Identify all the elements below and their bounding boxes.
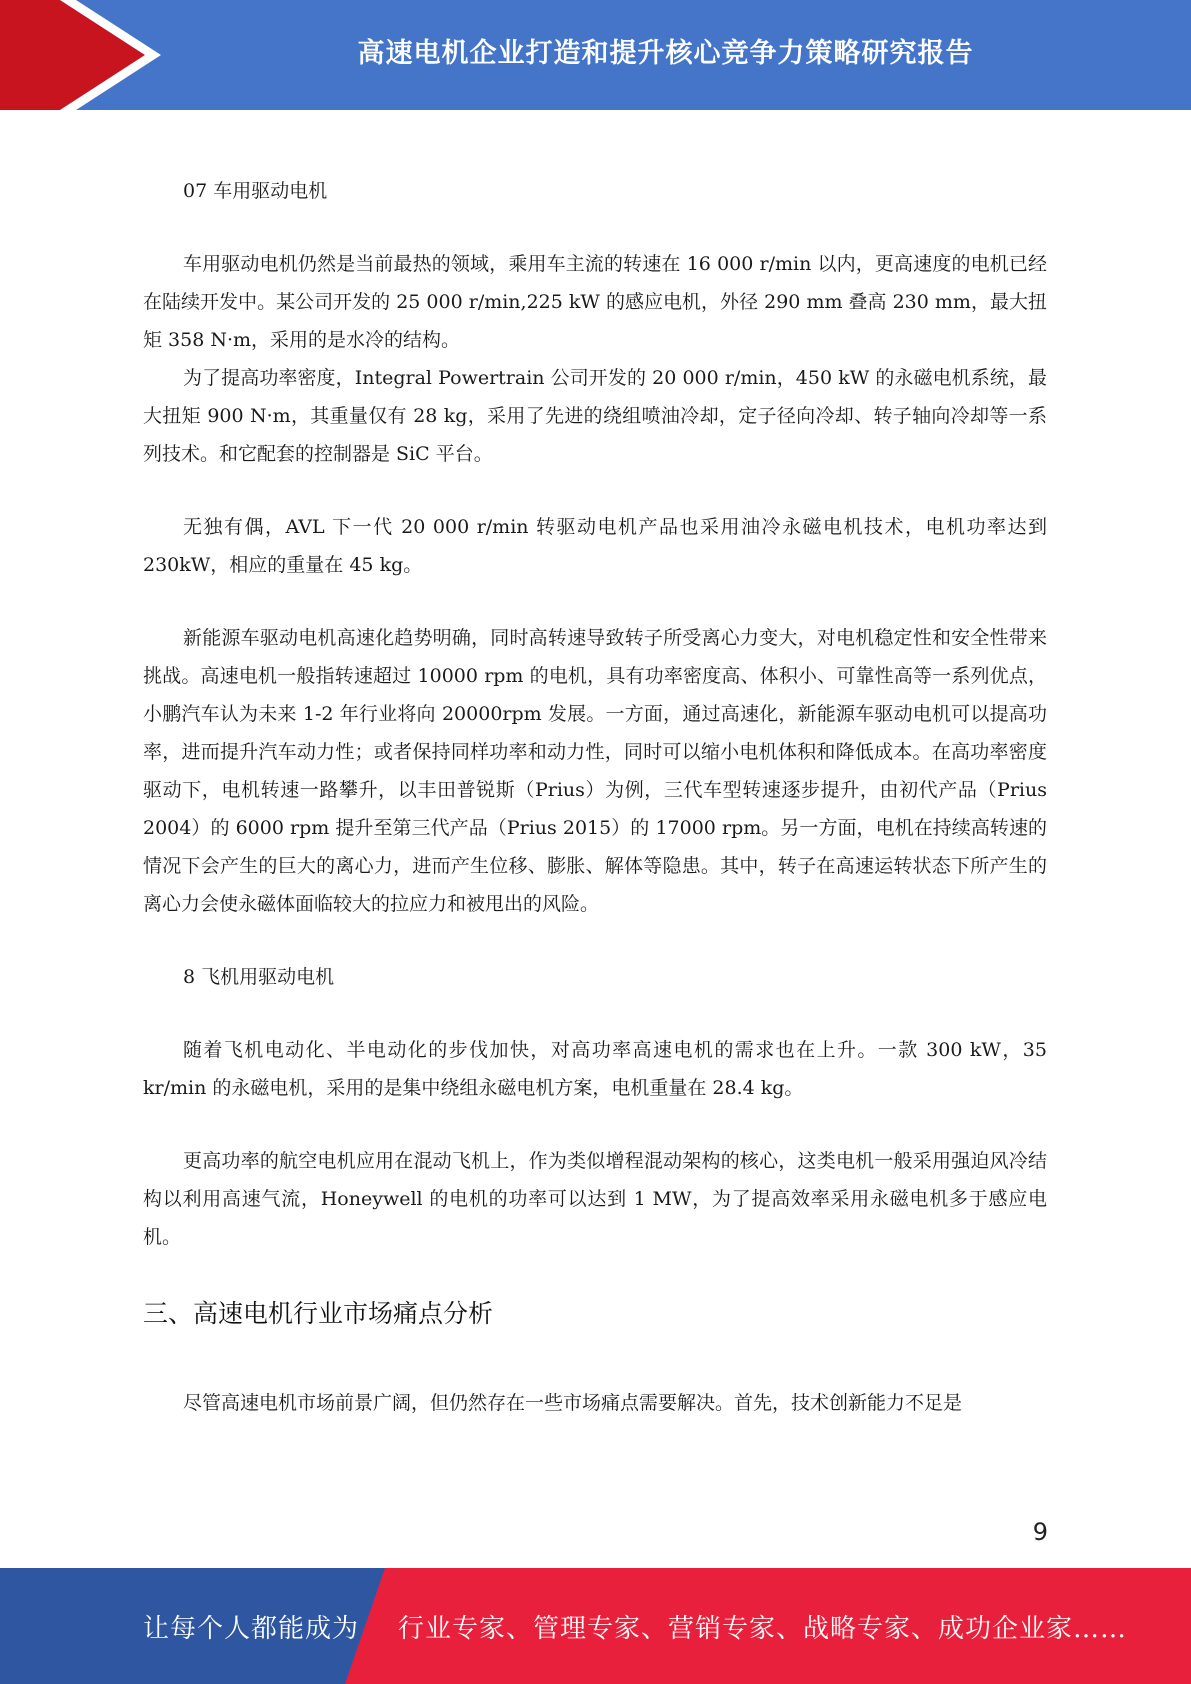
footer-slogan-right: 行业专家、管理专家、营销专家、战略专家、成功企业家…… xyxy=(398,1613,1128,1644)
footer-slogan-left: 让每个人都能成为 xyxy=(143,1613,360,1644)
paragraph-7: 尽管高速电机市场前景广阔，但仍然存在一些市场痛点需要解决。首先，技术创新能力不足是 xyxy=(183,1392,963,1414)
paragraph-4: 新能源车驱动电机高速化趋势明确，同时高转速导致转子所受离心力变大，对电机稳定性和安全性带来挑战。高速电机一般指转速超过 10000 rpm 的电机，具有功率密度高、体积小、可靠性高等一系列优点，小鹏汽车认为未来 1-2 年行业将向 20000rpm 发展。一方面，通过高速化，新能源车驱动电机可以提高功率，进而提升汽车动力性；或者保持同样功率和动力性，同时可以缩小电机体积和降低成本。在高功率密度驱动下，电机转速一路攀升，以丰田普锐斯（Prius）为例，三代车型转速逐步提升，由初代产品（Prius 2004）的 6000 rpm 提升至第三代产品（Prius 2015）的 17000 rpm。另一方面，电机在持续高转速的情况下会产生的巨大的离心力，进而产生位移、膨胀、解体等隐患。其中，转子在高速运转状态下所产生的离心力会使永磁体面临较大的拉应力和被甩出的风险。 xyxy=(143,627,1047,915)
paragraph-2: 为了提高功率密度，Integral Powertrain 公司开发的 20 000 r/min，450 kW 的永磁电机系统，最大扭矩 900 N·m，其重量仅有 28 kg，采用了先进的绕组喷油冷却，定子径向冷却、转子轴向冷却等一系列技术。和它配套的控制器是 SiC 平台。 xyxy=(143,367,1047,465)
section-heading-3: 三、高速电机行业市场痛点分析 xyxy=(143,1299,494,1328)
page-footer xyxy=(0,1568,1191,1684)
header-arrow-decoration xyxy=(0,0,200,110)
page-header xyxy=(0,0,1191,110)
paragraph-1: 车用驱动电机仍然是当前最热的领域，乘用车主流的转速在 16 000 r/min 以内，更高速度的电机已经在陆续开发中。某公司开发的 25 000 r/min,225 kW 的感应电机，外径 290 mm 叠高 230 mm，最大扭矩 358 N·m，采用的是水冷的结构。 xyxy=(143,253,1047,351)
report-title: 高速电机企业打造和提升核心竞争力策略研究报告 xyxy=(357,37,974,69)
subsection-heading-8: 8 飞机用驱动电机 xyxy=(183,966,335,988)
paragraph-5: 随着飞机电动化、半电动化的步伐加快，对高功率高速电机的需求也在上升。一款 300 kW，35 kr/min 的永磁电机，采用的是集中绕组永磁电机方案，电机重量在 28.4 kg。 xyxy=(143,1039,1047,1099)
paragraph-3: 无独有偶，AVL 下一代 20 000 r/min 转驱动电机产品也采用油冷永磁电机技术，电机功率达到 230kW，相应的重量在 45 kg。 xyxy=(143,516,1047,576)
page-content xyxy=(143,172,1047,1422)
subsection-heading-07: 07 车用驱动电机 xyxy=(183,180,328,202)
paragraph-6: 更高功率的航空电机应用在混动飞机上，作为类似增程混动架构的核心，这类电机一般采用强迫风冷结构以利用高速气流，Honeywell 的电机的功率可以达到 1 MW，为了提高效率采用永磁电机多于感应电机。 xyxy=(143,1150,1047,1248)
page-number: 9 xyxy=(1032,1518,1048,1546)
